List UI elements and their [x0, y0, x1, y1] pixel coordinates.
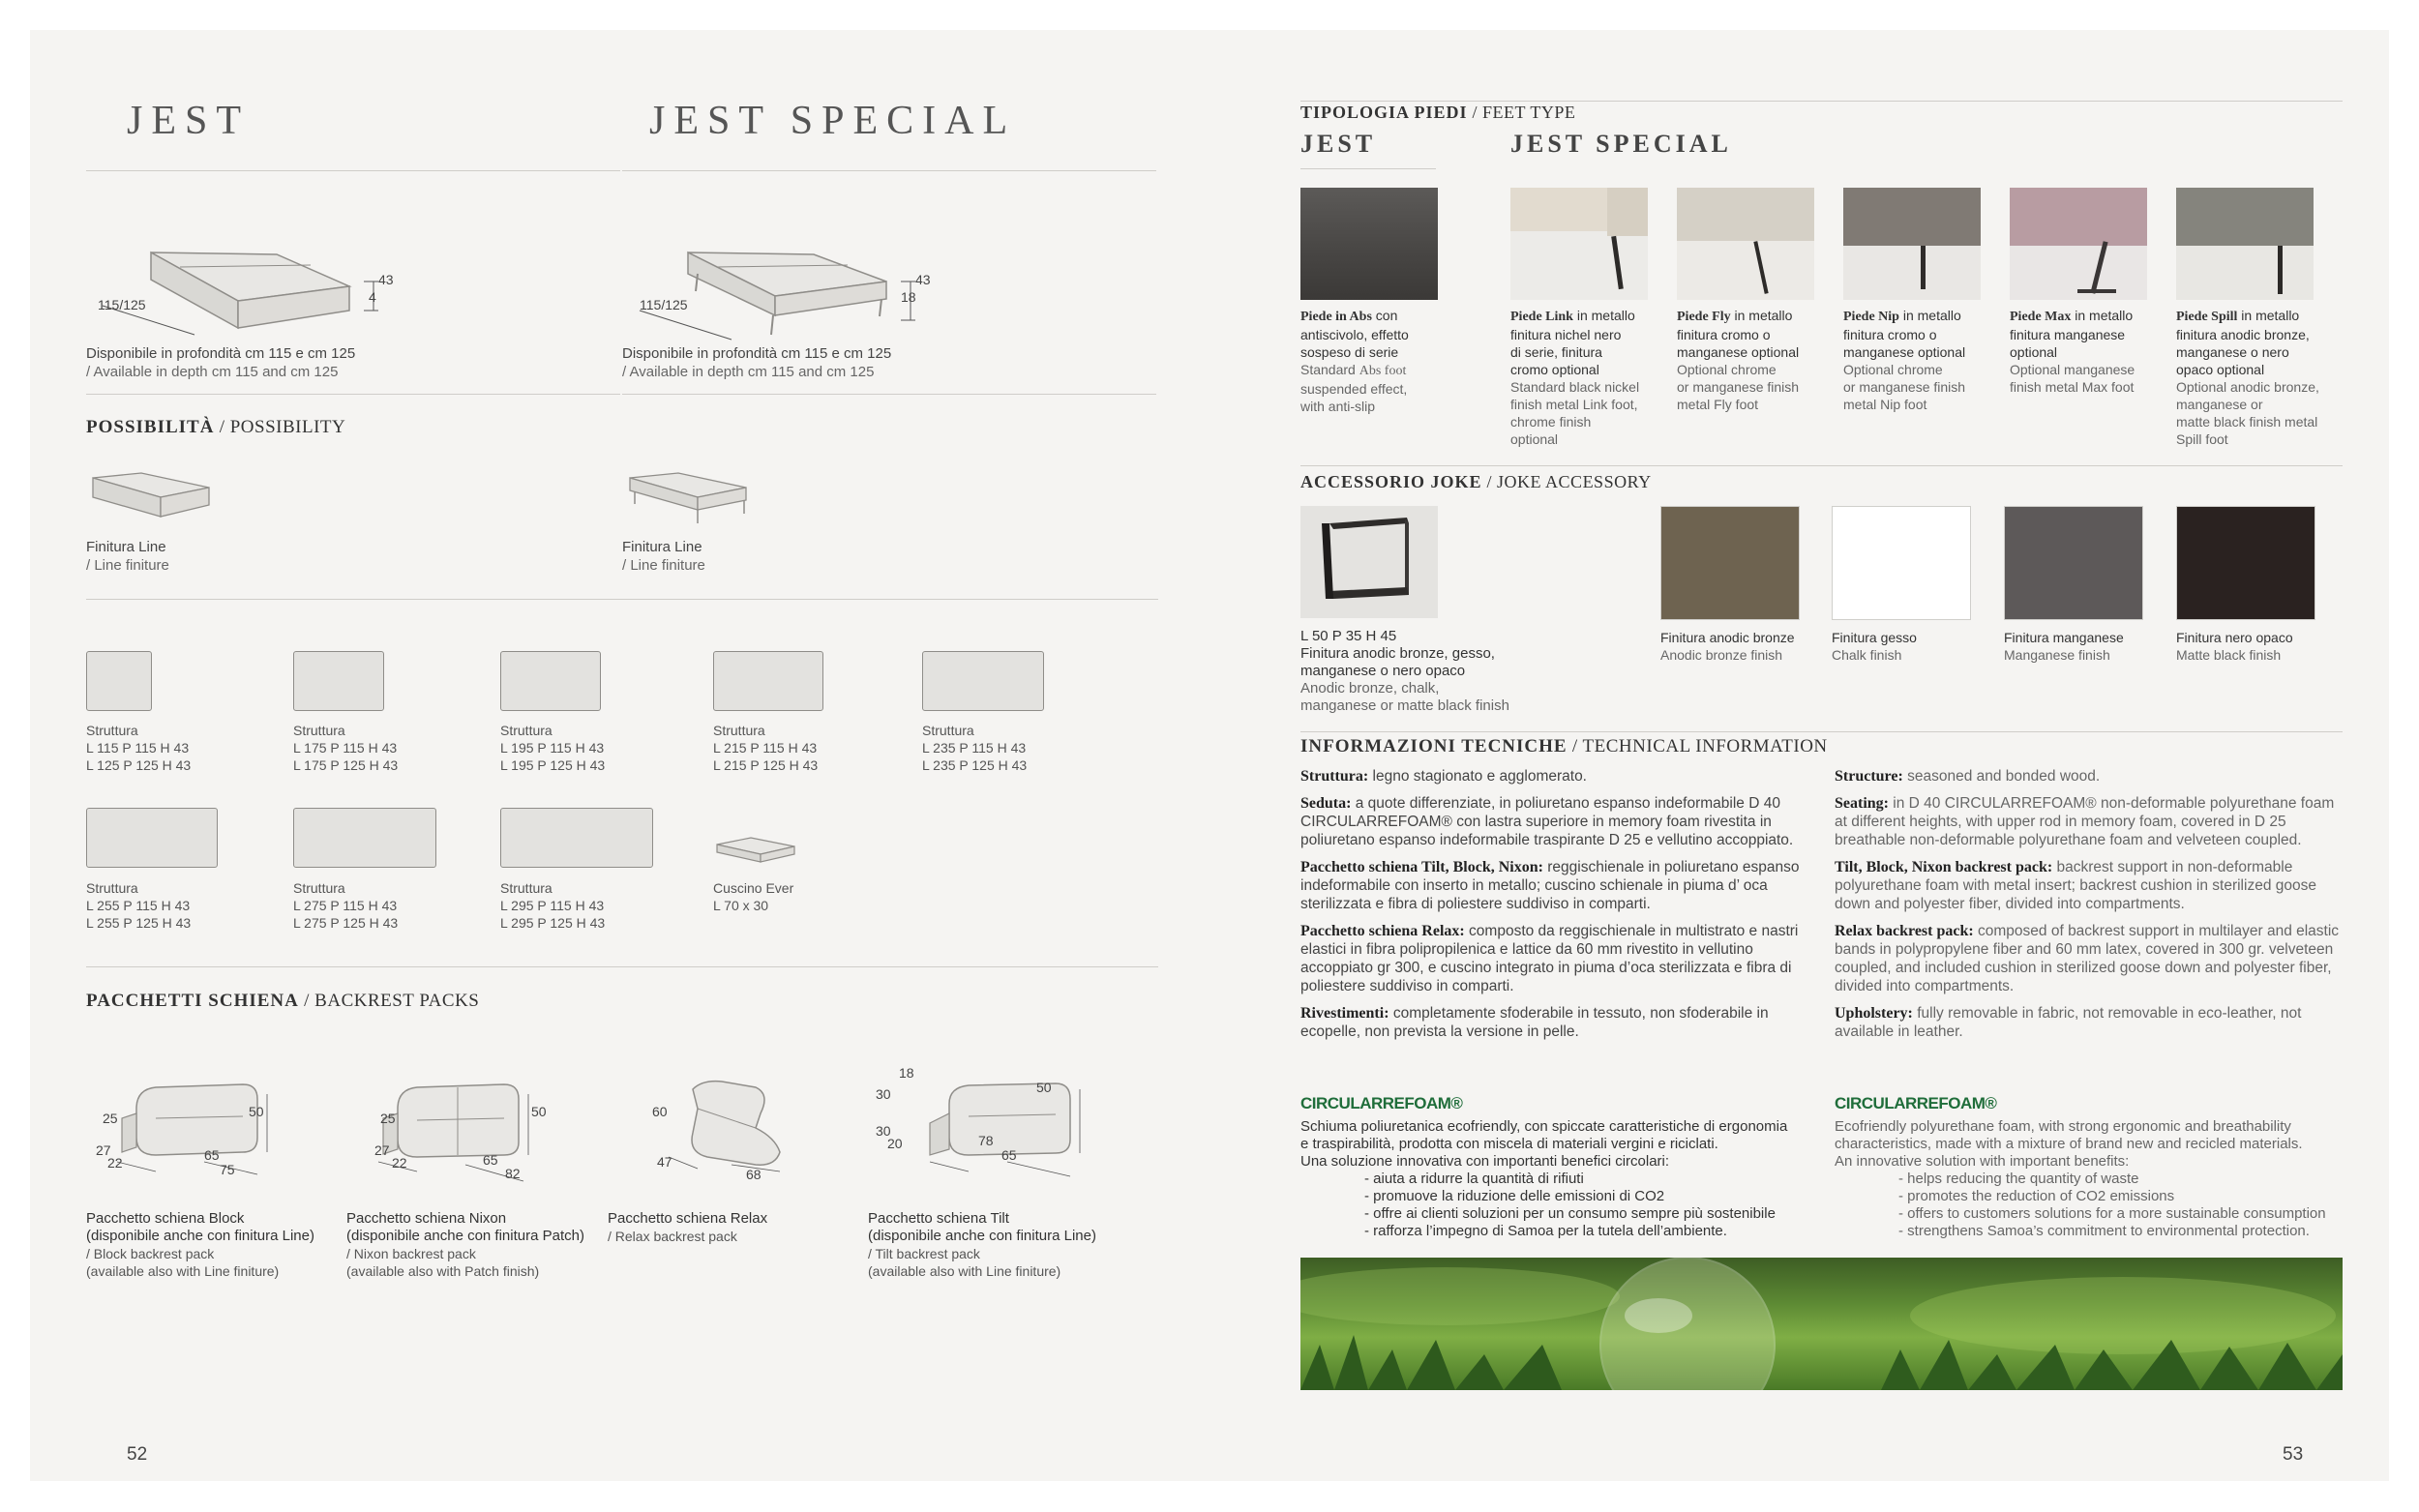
structure-module [293, 651, 384, 711]
joke-accessory-photo [1300, 506, 1438, 618]
feet-jest-title: JEST [1300, 130, 1377, 158]
cushion-ever-drawing [712, 833, 799, 872]
list-item: - offre ai clienti soluzioni per un consumo sempre più sostenibile [1364, 1205, 1776, 1222]
divider [1300, 731, 2343, 732]
jest-base-drawing [83, 214, 403, 349]
tech-relax-it: Pacchetto schiena Relax: composto da reggischienale in multistrato e nastri elastici in fibra polipropilenica e lattice da 60 mm rivestito in vellutino accoppiato gr 300, e cuscino integrato in piuma d’oca sterilizzata e fibra di poliestere suddiviso in comparti. [1300, 923, 1799, 994]
tech-structure-en: Structure: seasoned and bonded wood. [1835, 768, 2101, 785]
dim-label: 18 [899, 1065, 914, 1081]
dim-label: 68 [746, 1167, 762, 1182]
list-item: - rafforza l’impegno di Samoa per la tutela dell’ambiente. [1364, 1223, 1727, 1239]
bubble-grass-photo [1300, 1258, 2343, 1390]
jest-special-title: JEST SPECIAL [649, 99, 1017, 143]
line-finish-label: Finitura Line / Line finiture [86, 539, 169, 574]
divider [622, 394, 1156, 395]
tech-seat-en: Seating: in D 40 CIRCULARREFOAM® non-deformable polyurethane foam at different heights, with upper rod in memory foam, covered in D 25 breathable non-deformable polyurethane foam and velveteen coupled. [1835, 795, 2335, 848]
block-backrest-drawing [98, 1060, 311, 1196]
feet-jest-special-title: JEST SPECIAL [1510, 130, 1732, 158]
spill-foot-description: Piede Spill in metallo finitura anodic bronze, manganese o nero opaco optional Optional anodic bronze, manganese or matte black finish metal Spill foot [2176, 308, 2319, 447]
technical-info-heading: INFORMAZIONI TECNICHE / TECHNICAL INFORMATION [1300, 736, 1828, 756]
possibility-heading: POSSIBILITÀ / POSSIBILITY [86, 417, 346, 437]
nip-foot-photo [1843, 188, 1981, 300]
structure-module [713, 651, 823, 711]
divider [86, 599, 1158, 600]
link-foot-photo [1510, 188, 1648, 300]
dim-label: 50 [249, 1104, 264, 1119]
fly-foot-photo [1677, 188, 1814, 300]
list-item: - aiuta a ridurre la quantità di rifiuti [1364, 1171, 1584, 1187]
circularrefoam-logo: CIRCULARREFOAM® [1835, 1094, 1997, 1112]
dim-label: 75 [220, 1162, 235, 1177]
height-dim-label: 18 [901, 289, 916, 305]
technical-info-en [1835, 767, 2347, 1041]
structure-label: Struttura L 115 P 115 H 43 L 125 P 125 H 43 [86, 723, 192, 773]
nip-foot-description: Piede Nip in metallo finitura cromo o manganese optional Optional chrome or manganese finish metal Nip foot [1843, 308, 1966, 412]
link-foot-description: Piede Link in metallo finitura nichel nero di serie, finitura cromo optional Standard black nickel finish metal Link foot, chrome finish optional [1510, 308, 1640, 447]
tech-structure-it: Struttura: legno stagionato e agglomerato. [1300, 768, 1587, 785]
line-finish-special-drawing [620, 463, 756, 541]
structure-label: Struttura L 255 P 115 H 43 L 255 P 125 H 43 [86, 880, 192, 931]
fly-foot-description: Piede Fly in metallo finitura cromo o manganese optional Optional chrome or manganese finish metal Fly foot [1677, 308, 1800, 412]
abs-foot-photo [1300, 188, 1438, 300]
dim-label: 65 [1001, 1147, 1017, 1163]
jest-title: JEST [127, 99, 251, 143]
structure-module [293, 808, 436, 868]
structure-module [86, 651, 152, 711]
depth-availability-jest: Disponibile in profondità cm 115 e cm 125 / Available in depth cm 115 and cm 125 [86, 345, 356, 380]
page-number-right: 53 [2283, 1444, 2304, 1465]
divider [622, 170, 1156, 171]
circularrefoam-text-it: Schiuma poliuretanica ecofriendly, con spiccate caratteristiche di ergonomia e traspirabilità, prodotta con miscela di materiali vergini e riciclati. Una soluzione innovativa con importanti benefici circolari: - aiuta a ridurre la quantità di rifiuti - promuove la riduzione delle emissioni di CO2 - offre ai clienti soluzioni per un consumo sempre più sostenibile - rafforza l’impegno di Samoa per la tutela dell’ambiente. [1300, 1118, 1823, 1240]
nixon-backrest-drawing [359, 1060, 572, 1196]
line-finish-drawing [83, 463, 219, 531]
dim-label: 25 [380, 1111, 396, 1126]
finish-label: Finitura anodic bronze Anodic bronze finish [1660, 630, 1795, 663]
matte-black-swatch [2176, 506, 2315, 620]
dim-label: 60 [652, 1104, 668, 1119]
structure-label: Struttura L 215 P 115 H 43 L 215 P 125 H 43 [713, 723, 819, 773]
manganese-swatch [2004, 506, 2143, 620]
finish-label: Finitura gesso Chalk finish [1832, 630, 1917, 663]
dim-label: 30 [876, 1086, 891, 1102]
dim-label: 25 [103, 1111, 118, 1126]
depth-availability-jest-special: Disponibile in profondità cm 115 e cm 125 / Available in depth cm 115 and cm 125 [622, 345, 892, 380]
dim-label: 50 [531, 1104, 547, 1119]
divider [1300, 465, 2343, 466]
tech-seat-it: Seduta: a quote differenziate, in poliuretano espanso indeformabile D 40 CIRCULARREFOAM® con lastra superiore in memory foam rivestita in poliuretano espanso indeformabile traspirante D 25 e vellutino accoppiato. [1300, 795, 1794, 848]
tech-backrest-it: Pacchetto schiena Tilt, Block, Nixon: reggischienale in poliuretano espanso indeformabile con inserto in metallo; cuscino schienale in piuma d’ oca sterilizzata e fibra di poliestere suddiviso in comparti. [1300, 859, 1800, 912]
circularrefoam-logo: CIRCULARREFOAM® [1300, 1094, 1463, 1112]
divider [1300, 101, 2343, 102]
dim-label: 47 [657, 1154, 672, 1170]
structure-label: Struttura L 275 P 115 H 43 L 275 P 125 H 43 [293, 880, 399, 931]
list-item: - strengthens Samoa’s commitment to environmental protection. [1898, 1223, 2310, 1239]
technical-info-it [1300, 767, 1823, 1041]
depth-dim-label: 115/125 [640, 297, 688, 312]
dim-label: 78 [978, 1133, 994, 1148]
dim-label: 27 [374, 1142, 390, 1158]
backrest-heading: PACCHETTI SCHIENA / BACKREST PACKS [86, 991, 480, 1011]
list-item: - offers to customers solutions for a more sustainable consumption [1898, 1205, 2326, 1222]
height-dim-label: 4 [369, 289, 376, 305]
structure-module [500, 808, 653, 868]
structure-label: Struttura L 195 P 115 H 43 L 195 P 125 H 43 [500, 723, 606, 773]
relax-backrest-drawing [649, 1060, 823, 1196]
structure-label: Struttura L 175 P 115 H 43 L 175 P 125 H 43 [293, 723, 399, 773]
dim-label: 82 [505, 1166, 521, 1181]
joke-accessory-heading: ACCESSORIO JOKE / JOKE ACCESSORY [1300, 472, 1652, 491]
dim-label: 22 [392, 1155, 407, 1171]
circularrefoam-text-en: Ecofriendly polyurethane foam, with strong ergonomic and breathability characteristics, made with a mixture of brand new and recicled materials. An innovative solution with important benefits: - helps reducing the quantity of waste - promotes the reduction of CO2 emissions - offers to customers solutions for a more sustainable consumption - strengthens Samoa’s commitment to environmental protection. [1835, 1118, 2352, 1240]
structure-module [922, 651, 1044, 711]
divider [86, 394, 620, 395]
jest-special-base-drawing [620, 214, 940, 359]
depth-dim-label: 115/125 [98, 297, 146, 312]
divider [86, 966, 1158, 967]
backrest-pack-label: Pacchetto schiena Relax / Relax backrest pack [608, 1210, 768, 1244]
height-dim-label: 43 [915, 272, 931, 287]
dim-label: 65 [483, 1152, 498, 1168]
feet-type-heading: TIPOLOGIA PIEDI / FEET TYPE [1300, 103, 1576, 122]
divider [86, 170, 620, 171]
finish-label: Finitura manganese Manganese finish [2004, 630, 2124, 663]
tilt-backrest-drawing [911, 1060, 1123, 1196]
structure-module [86, 808, 218, 868]
list-item: - promotes the reduction of CO2 emissions [1898, 1188, 2175, 1204]
list-item: - promuove la riduzione delle emissioni di CO2 [1364, 1188, 1665, 1204]
structure-label: Struttura L 295 P 115 H 43 L 295 P 125 H 43 [500, 880, 606, 931]
backrest-pack-label: Pacchetto schiena Block (disponibile anche con finitura Line) / Block backrest pack (available also with Line finiture) [86, 1210, 314, 1279]
line-finish-label: Finitura Line / Line finiture [622, 539, 705, 574]
max-foot-description: Piede Max in metallo finitura manganese optional Optional manganese finish metal Max foot [2010, 308, 2135, 395]
dim-label: 30 [876, 1123, 891, 1139]
dim-label: 50 [1036, 1080, 1052, 1095]
tech-relax-en: Relax backrest pack: composed of backrest support in multilayer and elastic bands in polypropylene fiber and 60 mm latex, covered in 300 gr. velveteen coupled, and included cushion in sterilized goose down and polyester fiber, divided into compartments. [1835, 923, 2340, 994]
max-foot-photo [2010, 188, 2147, 300]
abs-foot-description: Piede in Abs con antiscivolo, effetto sospeso di serie Standard Abs foot suspended effect, with anti-slip [1300, 308, 1409, 414]
height-dim-label: 43 [378, 272, 394, 287]
cushion-label: Cuscino Ever L 70 x 30 [713, 880, 794, 913]
dim-label: 65 [204, 1147, 220, 1163]
tech-upholstery-it: Rivestimenti: completamente sfoderabile in tessuto, non sfoderabile in ecopelle, non prevista la versione in pelle. [1300, 1005, 1769, 1040]
chalk-swatch [1832, 506, 1971, 620]
dim-label: 22 [107, 1155, 123, 1171]
tech-upholstery-en: Upholstery: fully removable in fabric, not removable in eco-leather, not available in leather. [1835, 1005, 2302, 1040]
page-number-left: 52 [127, 1444, 148, 1465]
joke-accessory-description: L 50 P 35 H 45 Finitura anodic bronze, gesso, manganese o nero opaco Anodic bronze, chalk, manganese or matte black finish [1300, 628, 1509, 714]
backrest-pack-label: Pacchetto schiena Nixon (disponibile anche con finitura Patch) / Nixon backrest pack (available also with Patch finish) [346, 1210, 584, 1279]
finish-label: Finitura nero opaco Matte black finish [2176, 630, 2293, 663]
anodic-bronze-swatch [1660, 506, 1800, 620]
backrest-pack-label: Pacchetto schiena Tilt (disponibile anche con finitura Line) / Tilt backrest pack (available also with Line finiture) [868, 1210, 1096, 1279]
dim-label: 27 [96, 1142, 111, 1158]
divider [1300, 168, 1436, 169]
catalog-spread [30, 30, 2389, 1481]
tech-backrest-en: Tilt, Block, Nixon backrest pack: backrest support in non-deformable polyurethane foam with metal insert; backrest cushion in sterilized goose down and polyester fiber, divided into compartments. [1835, 859, 2316, 912]
structure-module [500, 651, 601, 711]
list-item: - helps reducing the quantity of waste [1898, 1171, 2139, 1187]
dim-label: 20 [887, 1136, 903, 1151]
structure-label: Struttura L 235 P 115 H 43 L 235 P 125 H 43 [922, 723, 1028, 773]
spill-foot-photo [2176, 188, 2314, 300]
